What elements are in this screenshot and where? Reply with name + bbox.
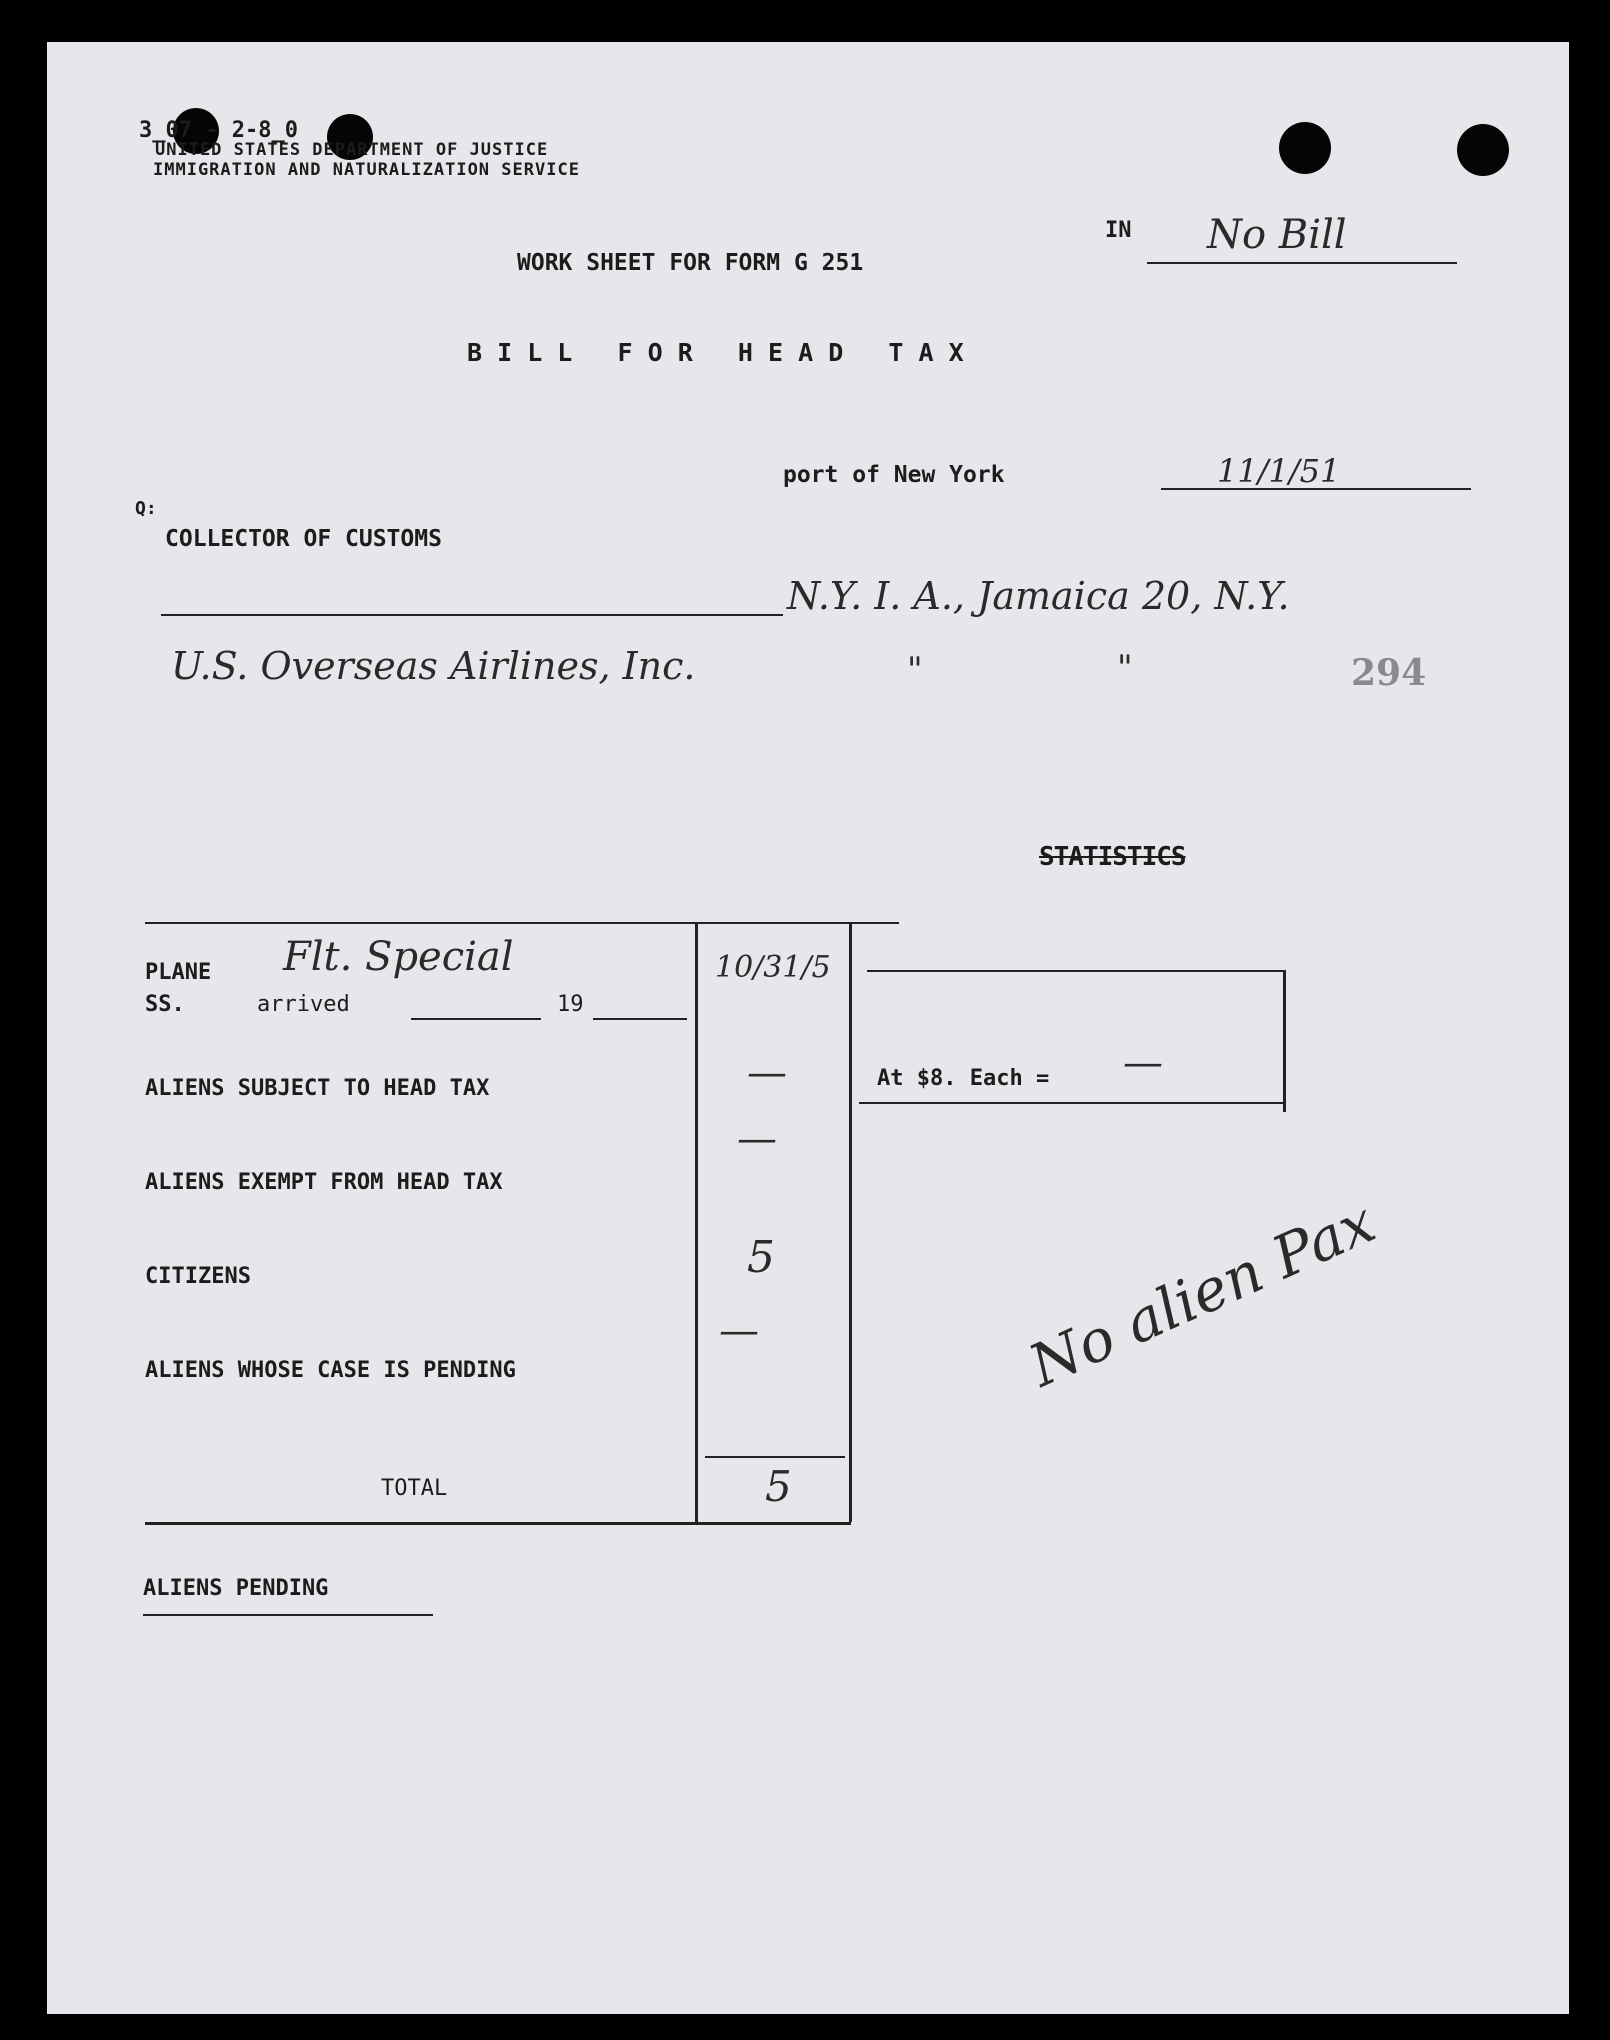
arrival-date: 10/31/5	[715, 950, 831, 985]
form-reference: 3_07 - 2-8_0	[139, 118, 298, 143]
to-prefix: Q:	[135, 498, 157, 519]
agency-line-2: IMMIGRATION AND NATURALIZATION SERVICE	[153, 160, 580, 180]
arrived-underline-1	[411, 1018, 541, 1020]
rate-label: At $8. Each =	[877, 1066, 1050, 1091]
in-value: No Bill	[1207, 212, 1347, 258]
ss-label: SS.	[145, 992, 185, 1017]
table-top-border	[145, 922, 899, 924]
total-label: TOTAL	[381, 1476, 448, 1501]
plane-label: PLANE	[145, 960, 212, 985]
bill-title: B I L L F O R H E A D T A X	[467, 338, 964, 367]
rate-box-right	[1283, 970, 1286, 1112]
table-bottom-border	[145, 1522, 851, 1525]
rate-box-bottom	[859, 1102, 1285, 1104]
row-label-aliens-pending: ALIENS WHOSE CASE IS PENDING	[145, 1358, 516, 1383]
arrived-underline-2	[593, 1018, 687, 1020]
table-divider	[695, 922, 698, 1522]
handwritten-annotation: No alien Pax	[1019, 1187, 1385, 1400]
port-label: port of New York	[783, 462, 1005, 488]
address-line-1	[161, 614, 783, 616]
row-value-citizens: 5	[747, 1232, 775, 1283]
total-separator	[705, 1456, 845, 1458]
in-label: IN	[1105, 218, 1132, 243]
row-label-citizens: CITIZENS	[145, 1264, 251, 1289]
worksheet-title: WORK SHEET FOR FORM G 251	[517, 250, 864, 276]
ditto-mark-2: "	[1117, 648, 1133, 688]
ditto-mark-1: "	[907, 650, 923, 690]
stamp-number: 294	[1351, 652, 1427, 694]
rate-box-top	[867, 970, 1285, 972]
flight-value: Flt. Special	[283, 934, 514, 980]
row-label-aliens-exempt: ALIENS EXEMPT FROM HEAD TAX	[145, 1170, 503, 1195]
row-value-aliens-pending: —	[719, 1308, 759, 1354]
total-value: 5	[765, 1462, 792, 1511]
aliens-pending-underline	[143, 1614, 433, 1616]
year-prefix: 19	[557, 992, 584, 1017]
port-date: 11/1/51	[1217, 452, 1341, 490]
document-page	[47, 42, 1569, 2014]
collector-label: COLLECTOR OF CUSTOMS	[165, 526, 442, 552]
aliens-pending-label: ALIENS PENDING	[143, 1576, 329, 1601]
arrived-label: arrived	[257, 992, 350, 1017]
port-date-underline	[1161, 488, 1471, 490]
address-line-1-value: N.Y. I. A., Jamaica 20, N.Y.	[787, 574, 1290, 618]
row-value-aliens-subject: —	[747, 1050, 787, 1096]
row-value-aliens-exempt: —	[737, 1116, 777, 1162]
punch-hole-right-1	[1279, 122, 1331, 174]
row-label-aliens-subject: ALIENS SUBJECT TO HEAD TAX	[145, 1076, 490, 1101]
punch-hole-right-2	[1457, 124, 1509, 176]
in-underline	[1147, 262, 1457, 264]
company-name: U.S. Overseas Airlines, Inc.	[171, 644, 696, 688]
table-right-border	[849, 922, 852, 1522]
agency-line-1: UNITED STATES DEPARTMENT OF JUSTICE	[155, 140, 549, 160]
statistics-heading: STATISTICS	[1039, 842, 1186, 872]
rate-value: —	[1123, 1040, 1163, 1086]
